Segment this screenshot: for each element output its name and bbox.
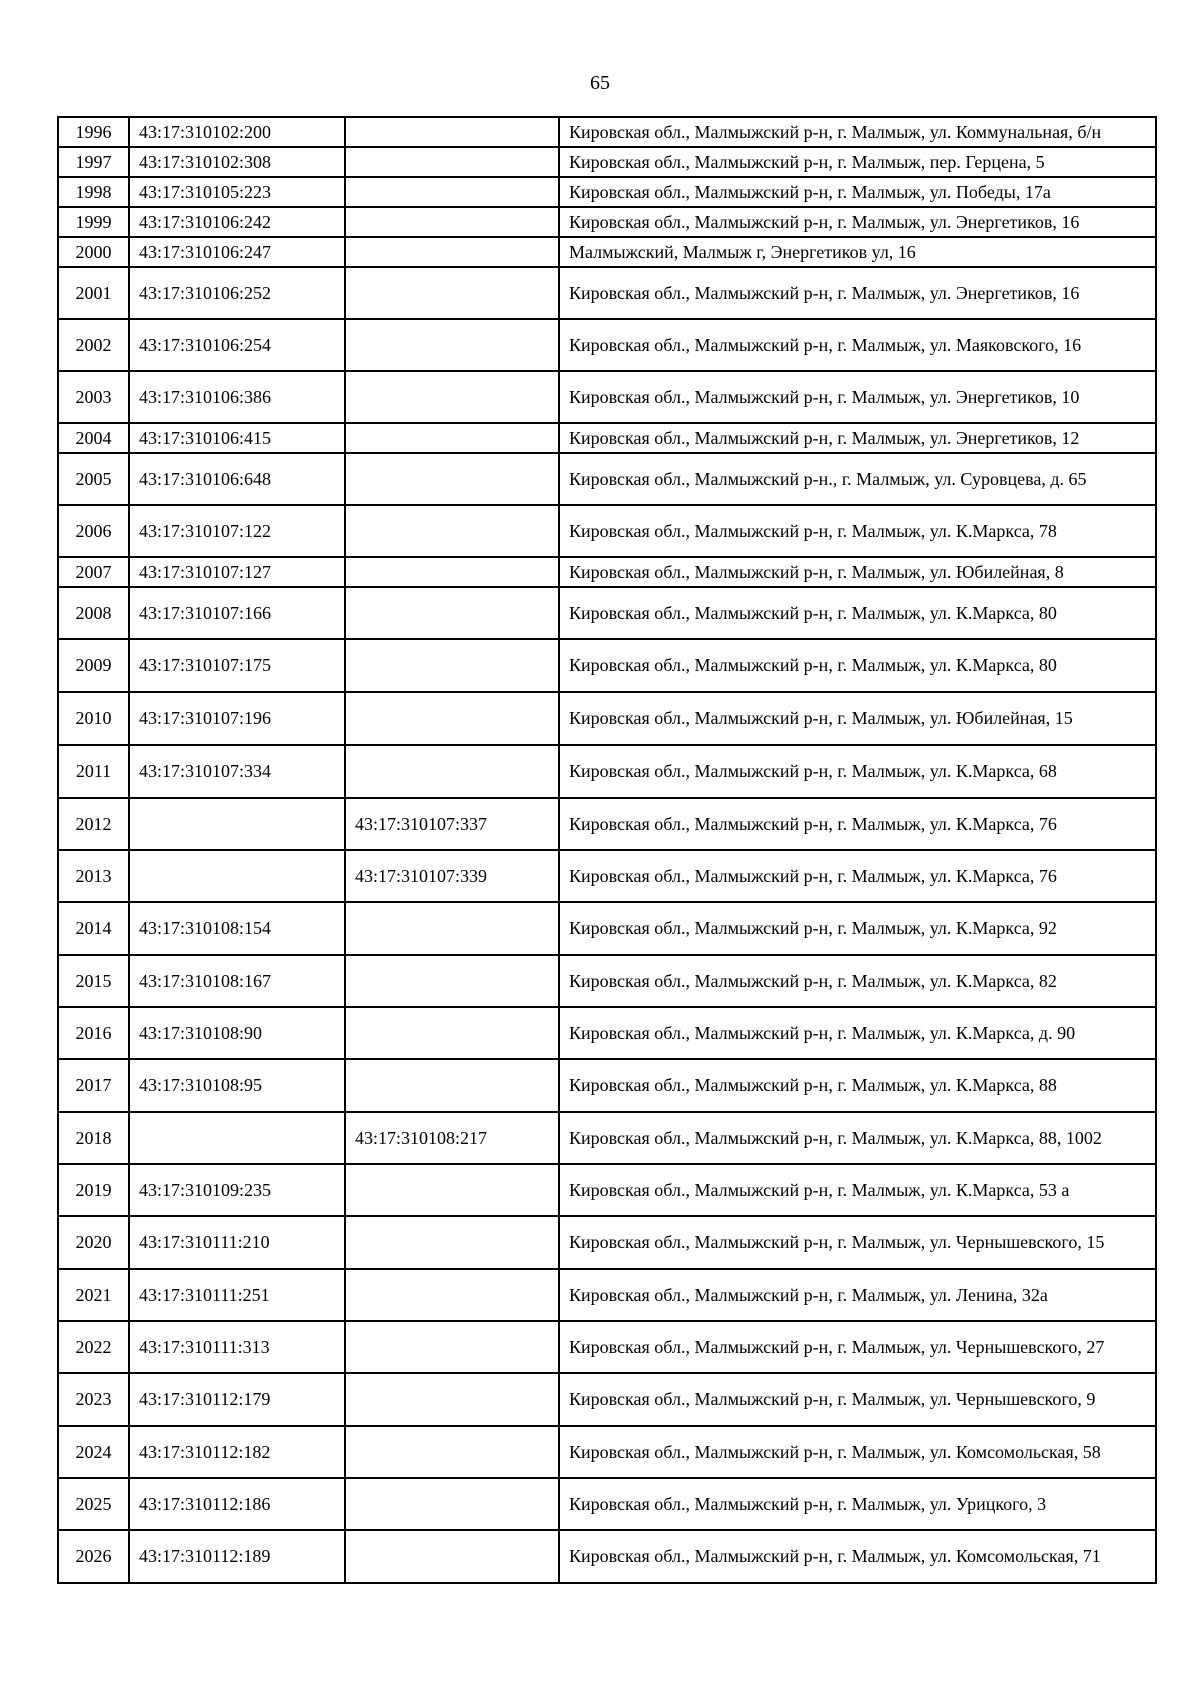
table-row [58, 955, 1156, 1007]
table-row [58, 745, 1156, 798]
cadastral-number: 43:17:310106:252 [129, 267, 345, 319]
row-number: 2019 [58, 1164, 129, 1216]
related-cadastral-number [345, 177, 559, 207]
cadastral-number: 43:17:310102:200 [129, 117, 345, 147]
row-number: 2025 [58, 1478, 129, 1530]
address: Кировская обл., Малмыжский р-н, г. Малмыж, ул. Коммунальная, б/н [559, 117, 1156, 147]
cadastral-number: 43:17:310106:247 [129, 237, 345, 267]
table-row [58, 587, 1156, 639]
address: Кировская обл., Малмыжский р-н, г. Малмыж, ул. Юбилейная, 15 [559, 692, 1156, 745]
row-number: 2012 [58, 798, 129, 850]
related-cadastral-number [345, 1426, 559, 1478]
address: Кировская обл., Малмыжский р-н, г. Малмыж, ул. К.Маркса, 88, 1002 [559, 1112, 1156, 1164]
table-row [58, 177, 1156, 207]
cadastral-number [129, 850, 345, 902]
table-row [58, 1269, 1156, 1321]
address: Кировская обл., Малмыжский р-н, г. Малмыж, ул. Энергетиков, 12 [559, 423, 1156, 453]
related-cadastral-number [345, 505, 559, 557]
cadastral-number: 43:17:310107:175 [129, 639, 345, 692]
related-cadastral-number [345, 319, 559, 371]
cadastral-number: 43:17:310111:251 [129, 1269, 345, 1321]
cadastral-number: 43:17:310109:235 [129, 1164, 345, 1216]
related-cadastral-number [345, 237, 559, 267]
cadastral-number: 43:17:310106:415 [129, 423, 345, 453]
related-cadastral-number [345, 371, 559, 423]
table-row [58, 207, 1156, 237]
address: Кировская обл., Малмыжский р-н, г. Малмыж, ул. Юбилейная, 8 [559, 557, 1156, 587]
related-cadastral-number [345, 902, 559, 955]
related-cadastral-number [345, 557, 559, 587]
address: Кировская обл., Малмыжский р-н, г. Малмыж, ул. Победы, 17а [559, 177, 1156, 207]
row-number: 2011 [58, 745, 129, 798]
row-number: 2016 [58, 1007, 129, 1059]
address: Кировская обл., Малмыжский р-н, г. Малмыж, ул. Чернышевского, 9 [559, 1373, 1156, 1426]
table-row [58, 1216, 1156, 1269]
row-number: 2009 [58, 639, 129, 692]
row-number: 1997 [58, 147, 129, 177]
table-row [58, 505, 1156, 557]
address: Кировская обл., Малмыжский р-н, г. Малмыж, пер. Герцена, 5 [559, 147, 1156, 177]
address: Кировская обл., Малмыжский р-н, г. Малмыж, ул. Энергетиков, 16 [559, 267, 1156, 319]
cadastral-number: 43:17:310105:223 [129, 177, 345, 207]
cadastral-number: 43:17:310107:127 [129, 557, 345, 587]
related-cadastral-number [345, 207, 559, 237]
row-number: 2001 [58, 267, 129, 319]
related-cadastral-number [345, 745, 559, 798]
table-row [58, 1112, 1156, 1164]
related-cadastral-number [345, 1321, 559, 1373]
table-row [58, 902, 1156, 955]
address: Кировская обл., Малмыжский р-н, г. Малмыж, ул. К.Маркса, 80 [559, 587, 1156, 639]
cadastral-number: 43:17:310108:167 [129, 955, 345, 1007]
related-cadastral-number: 43:17:310107:337 [345, 798, 559, 850]
table-row [58, 798, 1156, 850]
row-number: 1999 [58, 207, 129, 237]
cadastral-number: 43:17:310111:210 [129, 1216, 345, 1269]
related-cadastral-number [345, 1530, 559, 1583]
row-number: 2007 [58, 557, 129, 587]
row-number: 2006 [58, 505, 129, 557]
row-number: 2003 [58, 371, 129, 423]
related-cadastral-number: 43:17:310108:217 [345, 1112, 559, 1164]
related-cadastral-number [345, 1478, 559, 1530]
table-row [58, 1530, 1156, 1583]
related-cadastral-number [345, 692, 559, 745]
related-cadastral-number [345, 1059, 559, 1112]
related-cadastral-number [345, 423, 559, 453]
row-number: 2021 [58, 1269, 129, 1321]
address: Кировская обл., Малмыжский р-н, г. Малмыж, ул. К.Маркса, 78 [559, 505, 1156, 557]
row-number: 2013 [58, 850, 129, 902]
row-number: 2026 [58, 1530, 129, 1583]
cadastral-number: 43:17:310106:648 [129, 453, 345, 505]
row-number: 2023 [58, 1373, 129, 1426]
row-number: 2000 [58, 237, 129, 267]
address: Кировская обл., Малмыжский р-н, г. Малмыж, ул. К.Маркса, 76 [559, 798, 1156, 850]
row-number: 1996 [58, 117, 129, 147]
related-cadastral-number [345, 1373, 559, 1426]
row-number: 2008 [58, 587, 129, 639]
row-number: 2014 [58, 902, 129, 955]
address: Кировская обл., Малмыжский р-н, г. Малмыж, ул. К.Маркса, 88 [559, 1059, 1156, 1112]
table-row [58, 267, 1156, 319]
row-number: 2024 [58, 1426, 129, 1478]
related-cadastral-number [345, 1007, 559, 1059]
table-row [58, 371, 1156, 423]
row-number: 2017 [58, 1059, 129, 1112]
table-row [58, 423, 1156, 453]
row-number: 2020 [58, 1216, 129, 1269]
table-row [58, 147, 1156, 177]
address: Кировская обл., Малмыжский р-н, г. Малмыж, ул. Чернышевского, 15 [559, 1216, 1156, 1269]
related-cadastral-number [345, 1269, 559, 1321]
row-number: 2018 [58, 1112, 129, 1164]
cadastral-number: 43:17:310106:242 [129, 207, 345, 237]
address: Кировская обл., Малмыжский р-н, г. Малмыж, ул. К.Маркса, 92 [559, 902, 1156, 955]
table-row [58, 237, 1156, 267]
row-number: 1998 [58, 177, 129, 207]
address: Кировская обл., Малмыжский р-н, г. Малмыж, ул. Комсомольская, 58 [559, 1426, 1156, 1478]
related-cadastral-number [345, 147, 559, 177]
table-row [58, 850, 1156, 902]
address: Кировская обл., Малмыжский р-н, г. Малмыж, ул. К.Маркса, д. 90 [559, 1007, 1156, 1059]
address: Малмыжский, Малмыж г, Энергетиков ул, 16 [559, 237, 1156, 267]
row-number: 2002 [58, 319, 129, 371]
address: Кировская обл., Малмыжский р-н, г. Малмыж, ул. Энергетиков, 10 [559, 371, 1156, 423]
table-row [58, 319, 1156, 371]
cadastral-number: 43:17:310107:196 [129, 692, 345, 745]
address: Кировская обл., Малмыжский р-н, г. Малмыж, ул. Комсомольская, 71 [559, 1530, 1156, 1583]
table-row [58, 1373, 1156, 1426]
related-cadastral-number [345, 267, 559, 319]
table-row [58, 117, 1156, 147]
table-row [58, 692, 1156, 745]
table-row [58, 639, 1156, 692]
address: Кировская обл., Малмыжский р-н, г. Малмыж, ул. К.Маркса, 76 [559, 850, 1156, 902]
row-number: 2022 [58, 1321, 129, 1373]
table-row [58, 1321, 1156, 1373]
cadastral-number: 43:17:310112:186 [129, 1478, 345, 1530]
address: Кировская обл., Малмыжский р-н, г. Малмыж, ул. К.Маркса, 80 [559, 639, 1156, 692]
address: Кировская обл., Малмыжский р-н, г. Малмыж, ул. Чернышевского, 27 [559, 1321, 1156, 1373]
row-number: 2015 [58, 955, 129, 1007]
cadastral-number: 43:17:310108:90 [129, 1007, 345, 1059]
table-row [58, 1059, 1156, 1112]
address: Кировская обл., Малмыжский р-н, г. Малмыж, ул. Ленина, 32а [559, 1269, 1156, 1321]
registry-table [57, 116, 1157, 1584]
cadastral-number: 43:17:310106:386 [129, 371, 345, 423]
row-number: 2010 [58, 692, 129, 745]
table-row [58, 1164, 1156, 1216]
table-row [58, 557, 1156, 587]
cadastral-number: 43:17:310112:189 [129, 1530, 345, 1583]
table-row [58, 1007, 1156, 1059]
cadastral-number: 43:17:310107:166 [129, 587, 345, 639]
cadastral-number: 43:17:310108:95 [129, 1059, 345, 1112]
cadastral-number: 43:17:310108:154 [129, 902, 345, 955]
related-cadastral-number [345, 955, 559, 1007]
address: Кировская обл., Малмыжский р-н, г. Малмыж, ул. Маяковского, 16 [559, 319, 1156, 371]
related-cadastral-number [345, 117, 559, 147]
related-cadastral-number: 43:17:310107:339 [345, 850, 559, 902]
cadastral-number: 43:17:310111:313 [129, 1321, 345, 1373]
cadastral-number: 43:17:310107:334 [129, 745, 345, 798]
related-cadastral-number [345, 1216, 559, 1269]
address: Кировская обл., Малмыжский р-н, г. Малмыж, ул. Урицкого, 3 [559, 1478, 1156, 1530]
cadastral-number: 43:17:310112:179 [129, 1373, 345, 1426]
cadastral-number [129, 1112, 345, 1164]
address: Кировская обл., Малмыжский р-н., г. Малмыж, ул. Суровцева, д. 65 [559, 453, 1156, 505]
cadastral-number: 43:17:310102:308 [129, 147, 345, 177]
address: Кировская обл., Малмыжский р-н, г. Малмыж, ул. К.Маркса, 82 [559, 955, 1156, 1007]
related-cadastral-number [345, 453, 559, 505]
page-number: 65 [590, 72, 610, 94]
cadastral-number: 43:17:310106:254 [129, 319, 345, 371]
table-row [58, 453, 1156, 505]
row-number: 2005 [58, 453, 129, 505]
cadastral-number: 43:17:310112:182 [129, 1426, 345, 1478]
address: Кировская обл., Малмыжский р-н, г. Малмыж, ул. К.Маркса, 68 [559, 745, 1156, 798]
address: Кировская обл., Малмыжский р-н, г. Малмыж, ул. К.Маркса, 53 а [559, 1164, 1156, 1216]
cadastral-number [129, 798, 345, 850]
related-cadastral-number [345, 1164, 559, 1216]
cadastral-number: 43:17:310107:122 [129, 505, 345, 557]
table-row [58, 1426, 1156, 1478]
row-number: 2004 [58, 423, 129, 453]
table-row [58, 1478, 1156, 1530]
address: Кировская обл., Малмыжский р-н, г. Малмыж, ул. Энергетиков, 16 [559, 207, 1156, 237]
related-cadastral-number [345, 587, 559, 639]
related-cadastral-number [345, 639, 559, 692]
